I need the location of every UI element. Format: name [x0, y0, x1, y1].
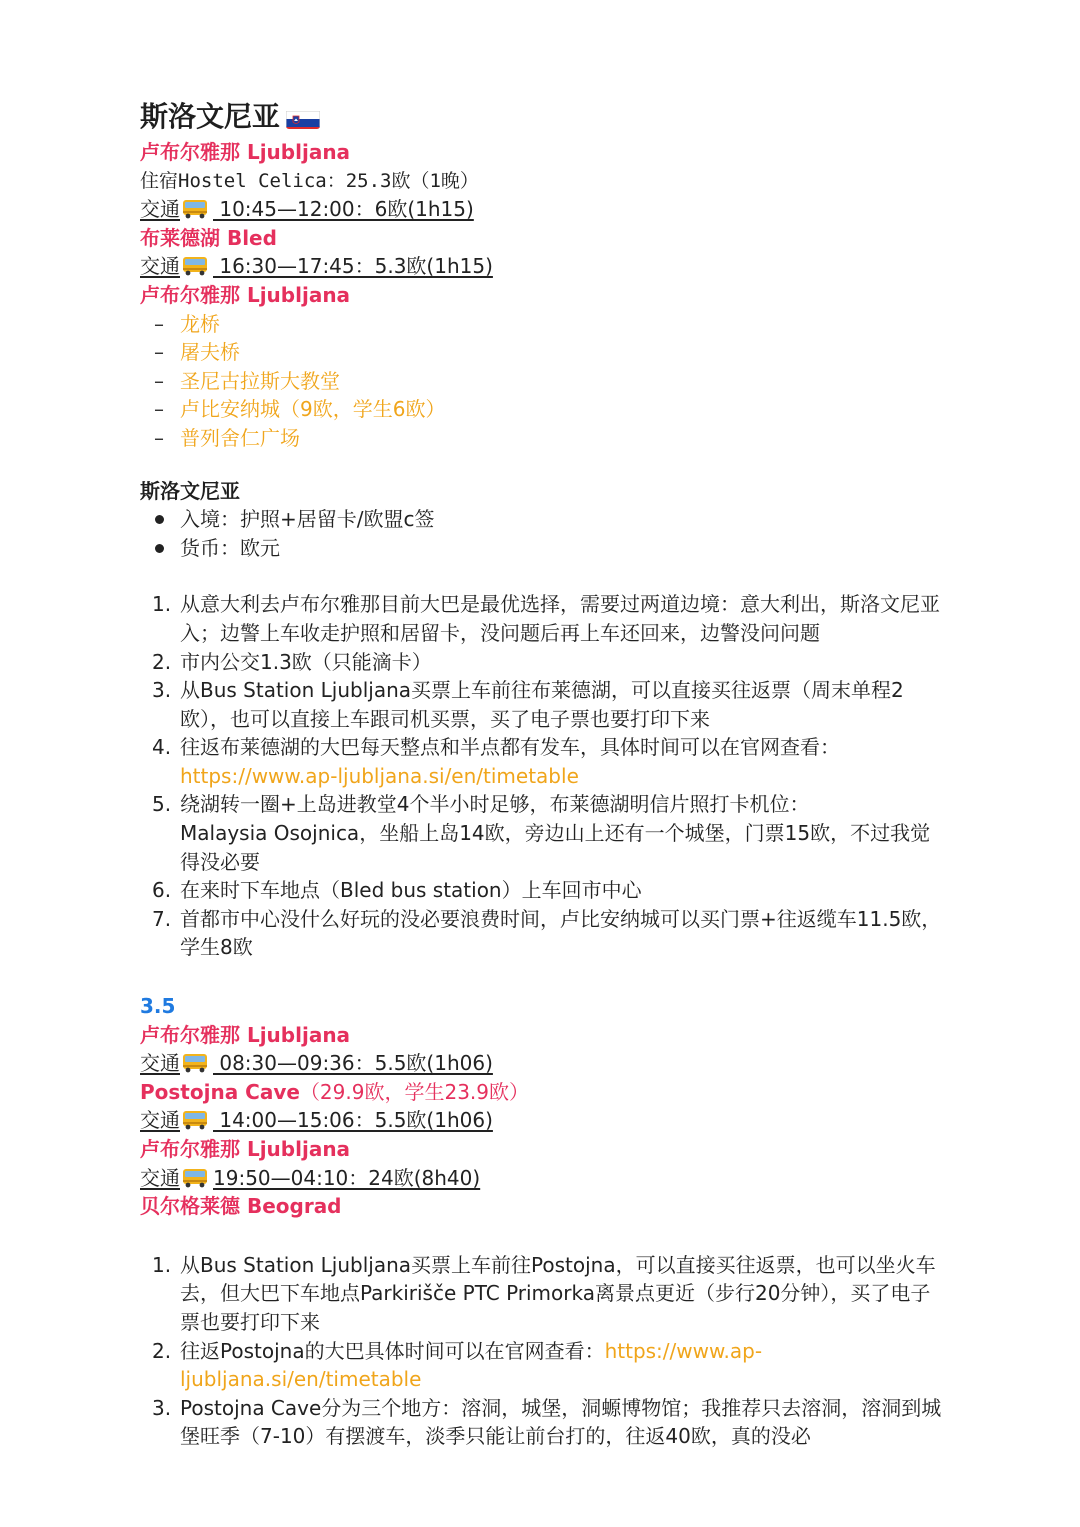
city-ljubljana-day2: 卢布尔雅那 Ljubljana [140, 1022, 351, 1047]
bus-icon [181, 1168, 209, 1188]
city-ljubljana-day2-return: 卢布尔雅那 Ljubljana [140, 1137, 351, 1161]
timetable-link[interactable]: https://www.ap-ljubljana.si/en/timetable [180, 1338, 763, 1392]
transit-time: 16:30—17:45：5.3欧(1h15) [213, 254, 493, 279]
transit-label: 交通 [140, 197, 180, 222]
slovenia-flag-icon [286, 105, 320, 129]
city-postojna: Postojna Cave（29.9欧，学生23.9欧） [140, 1079, 529, 1104]
transit-2 [140, 252, 1080, 281]
list-item: – 圣尼古拉斯大教堂 [154, 368, 340, 393]
title-text: 斯洛文尼亚 [140, 100, 281, 133]
list-item: – 龙桥 [154, 311, 220, 336]
page-title [140, 96, 1080, 138]
transit-time: 14:00—15:06：5.5欧(1h06) [213, 1108, 493, 1133]
transit-5 [140, 1164, 1080, 1193]
accommodation: 住宿Hostel Celica：25.3欧（1晚） [140, 169, 479, 192]
city-beograd: 贝尔格莱德 Beograd [140, 1194, 342, 1219]
transit-label: 交通 [140, 1051, 180, 1076]
list-item: 5. 绕湖转一圈+上岛进教堂4个半小时足够，布莱德湖明信片照打卡机位： Malaysia Osojnica，坐船上岛14欧，旁边山上还有一个城堡，门票15欧，不过我觉得没必要 [152, 792, 931, 874]
transit-time: 08:30—09:36：5.5欧(1h06) [213, 1051, 493, 1076]
transit-time: 10:45—12:00：6欧(1h15) [213, 197, 474, 222]
transit-1 [140, 195, 1080, 224]
city-ljubljana-return: 卢布尔雅那 Ljubljana [140, 282, 351, 307]
list-item: 2. 市内公交1.3欧（只能滴卡） [152, 649, 432, 674]
sights-list [140, 310, 1080, 453]
list-item: 3. Postojna Cave分为三个地方：溶洞，城堡，洞螈博物馆；我推荐只去溶洞，溶洞到城堡旺季（7-10）有摆渡车，淡季只能让前台打的，往返40欧，真的没必 [152, 1395, 942, 1449]
list-item: 3. 从Bus Station Ljubljana买票上车前往布莱德湖，可以直接买往返票（周末单程2欧），也可以直接上车跟司机买票，买了电子票也要打印下来 [152, 678, 904, 731]
list-item: 入境：护照+居留卡/欧盟c签 [140, 505, 1080, 534]
list-item: 1. 从Bus Station Ljubljana买票上车前往Postojna，可以直接买往返票，也可以坐火车去，但大巴下车地点Parkirišče PTC Primorka离景点更近（步行20分钟），买了电子票也要打印下来 [152, 1252, 936, 1334]
city-ljubljana: 卢布尔雅那 Ljubljana [140, 140, 351, 164]
city-bled: 布莱德湖 Bled [140, 225, 277, 250]
date-heading: 3.5 [140, 994, 176, 1019]
list-item: 4. 往返布莱德湖的大巴每天整点和半点都有发车，具体时间可以在官网查看： https://www.ap-ljubljana.si/en/timetable [152, 735, 840, 788]
list-item: – 屠夫桥 [154, 340, 240, 365]
bus-icon [181, 199, 209, 219]
list-item: 2. 往返Postojna的大巴具体时间可以在官网查看：https://www.ap-ljubljana.si/en/timetable [152, 1338, 763, 1392]
list-item: 货币：欧元 [140, 534, 1080, 563]
transit-label: 交通 [140, 254, 180, 279]
transit-label: 交通 [140, 1108, 180, 1133]
transit-3 [140, 1049, 1080, 1078]
bus-icon [181, 1110, 209, 1130]
transit-4 [140, 1106, 1080, 1135]
list-item: 1. 从意大利去卢布尔雅那目前大巴是最优选择，需要过两道边境：意大利出，斯洛文尼亚入；边警上车收走护照和居留卡，没问题后再上车还回来，边警没问问题 [152, 592, 940, 645]
info-heading: 斯洛文尼亚 [140, 478, 240, 503]
bus-icon [181, 1053, 209, 1073]
tips-list-postojna [140, 1251, 950, 1451]
list-item: 6. 在来时下车地点（Bled bus station）上车回市中心 [152, 878, 642, 903]
tips-list-bled [140, 590, 950, 962]
timetable-link[interactable]: https://www.ap-ljubljana.si/en/timetable [180, 763, 579, 788]
list-item: – 普列舍仁广场 [154, 425, 300, 450]
transit-label: 交通 [140, 1165, 180, 1190]
list-item: – 卢比安纳城（9欧，学生6欧） [154, 397, 446, 422]
transit-time: 19:50—04:10：24欧(8h40) [213, 1165, 481, 1190]
bus-icon [181, 256, 209, 276]
list-item: 7. 首都市中心没什么好玩的没必要浪费时间，卢比安纳城可以买门票+往返缆车11.5欧，学生8欧 [152, 906, 942, 960]
